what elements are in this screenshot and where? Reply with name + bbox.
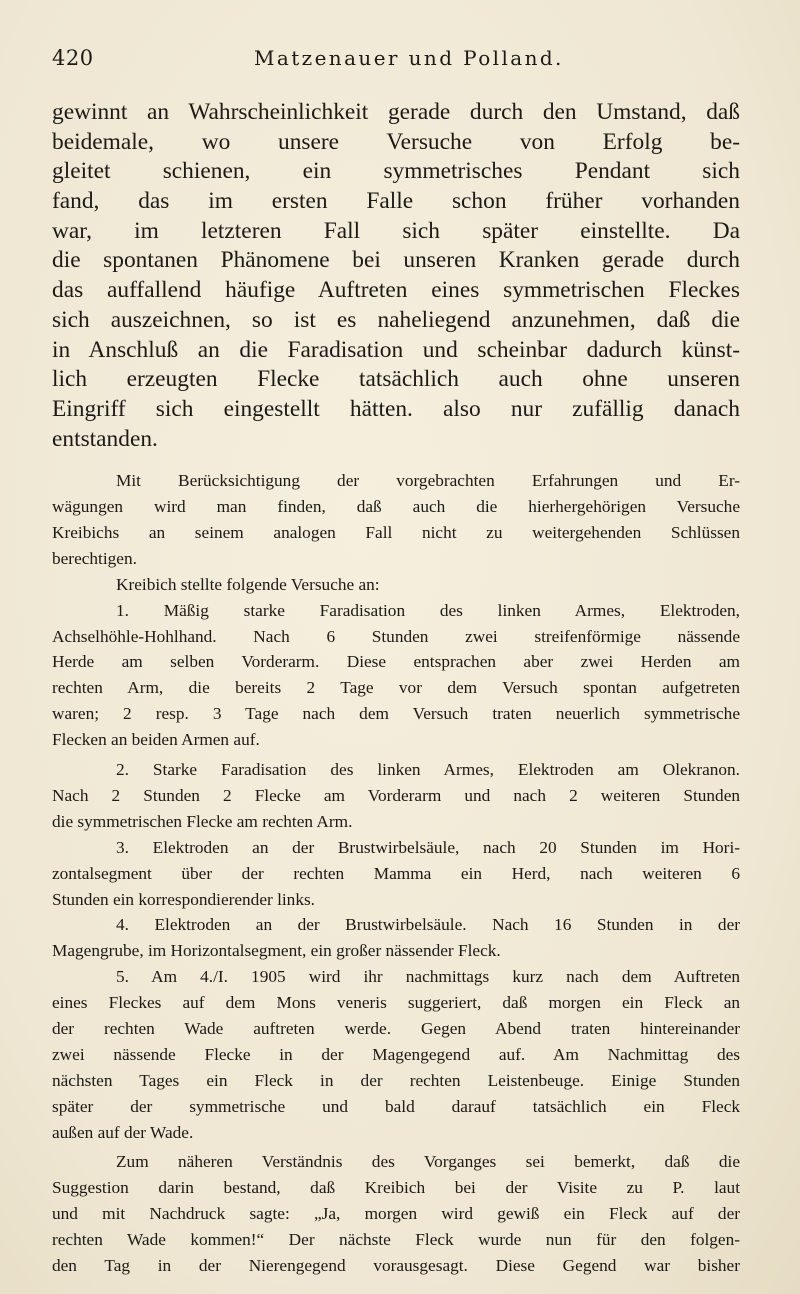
text-line: Nach 2 Stunden 2 Flecke am Vorderarm und nach 2 weiteren Stunden — [52, 785, 740, 805]
text-line: in Anschluß an die Faradisation und scheinbar dadurch künst- — [52, 336, 740, 363]
text-line: Herde am selben Vorderarm. Diese entsprachen aber zwei Herden am — [52, 652, 740, 672]
page-header — [52, 46, 740, 76]
text-line: Stunden ein korrespondierender links. — [52, 889, 315, 909]
text-line: 1. Mäßig starke Faradisation des linken Armes, Elektroden, — [116, 600, 740, 620]
page-body — [52, 98, 740, 1279]
text-line: zontalsegment über der rechten Mamma ein Herd, nach weiteren 6 — [52, 863, 740, 883]
text-line: Eingriff sich eingestellt hätten. also nur zufällig danach — [52, 395, 740, 422]
text-line: 4. Elektroden an der Brustwirbelsäule. Nach 16 Stunden in der — [116, 915, 740, 935]
text-line: 3. Elektroden an der Brustwirbelsäule, nach 20 Stunden im Hori- — [116, 837, 740, 857]
text-line: Mit Berücksichtigung der vorgebrachten Erfahrungen und Er- — [116, 471, 740, 491]
text-line: fand, das im ersten Falle schon früher vorhanden — [52, 188, 740, 215]
text-line: eines Fleckes auf dem Mons veneris suggeriert, daß morgen ein Fleck an — [52, 993, 740, 1013]
text-line: das auffallend häufige Auftreten eines symmetrischen Fleckes — [52, 277, 740, 304]
text-line: gewinnt an Wahrscheinlichkeit gerade durch den Umstand, daß — [52, 99, 740, 125]
text-line: entstanden. — [52, 425, 158, 452]
text-line: Flecken an beiden Armen auf. — [52, 730, 260, 750]
text-line: rechten Arm, die bereits 2 Tage vor dem Versuch spontan aufgetreten — [52, 678, 740, 698]
text-line: gleitet schienen, ein symmetrisches Pendant sich — [52, 158, 740, 185]
text-line: Kreibich stellte folgende Versuche an: — [116, 574, 380, 594]
text-line: Suggestion darin bestand, daß Kreibich bei der Visite zu P. laut — [52, 1178, 740, 1198]
small-print-section — [52, 468, 740, 1279]
text-line: berechtigen. — [52, 548, 137, 568]
text-line: wägungen wird man finden, daß auch die hierhergehörigen Versuche — [52, 497, 740, 517]
text-line: und mit Nachdruck sagte: „Ja, morgen wird gewiß ein Fleck auf der — [52, 1204, 740, 1224]
text-line: sich auszeichnen, so ist es naheliegend anzunehmen, daß die — [52, 306, 740, 333]
text-line: lich erzeugten Flecke tatsächlich auch ohne unseren — [52, 366, 740, 393]
large-paragraph — [52, 98, 740, 454]
text-line: waren; 2 resp. 3 Tage nach dem Versuch traten neuerlich symmetrische — [52, 704, 740, 724]
text-line: die spontanen Phänomene bei unseren Kranken gerade durch — [52, 247, 740, 274]
text-line: 5. Am 4./I. 1905 wird ihr nachmittags kurz nach dem Auftreten — [116, 967, 740, 987]
text-line: Zum näheren Verständnis des Vorganges sei bemerkt, daß die — [116, 1152, 740, 1172]
text-line: beidemale, wo unsere Versuche von Erfolg be- — [52, 128, 740, 155]
page-number: 420 — [52, 46, 94, 70]
text-line: Achselhöhle-Hohlhand. Nach 6 Stunden zwei streifenförmige nässende — [52, 626, 740, 646]
text-line: außen auf der Wade. — [52, 1122, 194, 1142]
text-line: Kreibichs an seinem analogen Fall nicht zu weitergehenden Schlüssen — [52, 523, 740, 543]
text-line: die symmetrischen Flecke am rechten Arm. — [52, 811, 353, 831]
text-line: rechten Wade kommen!“ Der nächste Fleck wurde nun für den folgen- — [52, 1230, 740, 1250]
running-head: Matzenauer und Polland. — [254, 46, 564, 70]
text-line: später der symmetrische und bald darauf tatsächlich ein Fleck — [52, 1096, 740, 1116]
text-line: 2. Starke Faradisation des linken Armes, Elektroden am Olekranon. — [116, 760, 740, 780]
text-line: nächsten Tages ein Fleck in der rechten Leistenbeuge. Einige Stunden — [52, 1070, 740, 1090]
text-line: Magengrube, im Horizontalsegment, ein großer nässender Fleck. — [52, 941, 501, 961]
text-line: zwei nässende Flecke in der Magengegend auf. Am Nachmittag des — [52, 1044, 740, 1064]
text-line: der rechten Wade auftreten werde. Gegen Abend traten hintereinander — [52, 1018, 740, 1038]
text-line: war, im letzteren Fall sich später einstellte. Da — [52, 217, 740, 244]
text-line: den Tag in der Nierengegend vorausgesagt. Diese Gegend war bisher — [52, 1255, 740, 1275]
